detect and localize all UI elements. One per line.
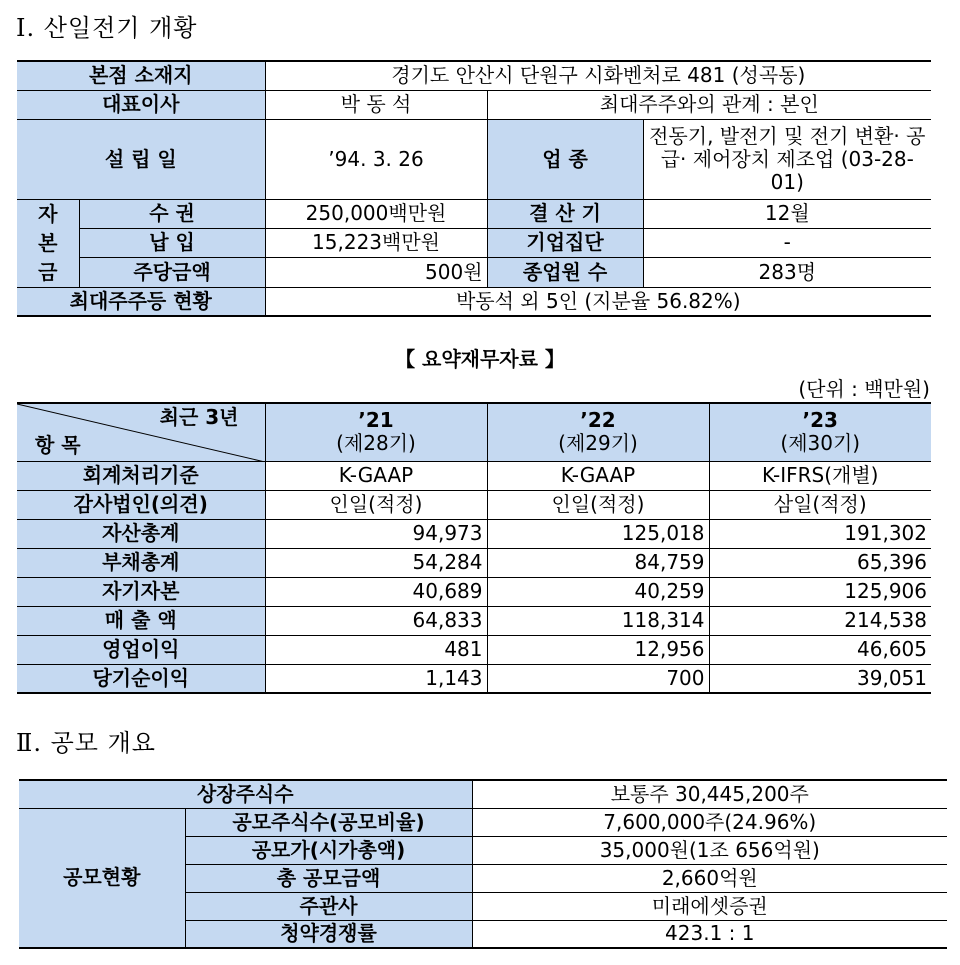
year-label: ’21 — [358, 408, 394, 433]
financials-row-label: 회계처리기준 — [17, 461, 265, 490]
financials-cell: 46,605 — [709, 635, 931, 664]
year-label: ’22 — [580, 408, 616, 433]
financials-cell: 12,956 — [487, 635, 709, 664]
offering-row-value: 미래에셋증권 — [472, 892, 947, 920]
paidin-value: 15,223백만원 — [265, 228, 487, 257]
offering-row-label: 총 공모금액 — [185, 864, 472, 892]
offering-group-label: 공모현황 — [19, 808, 185, 948]
financials-cell: 118,314 — [487, 606, 709, 635]
capital-label-char-3: 금 — [38, 259, 58, 284]
financials-cell: 125,018 — [487, 519, 709, 548]
corner-bottom-label: 항 목 — [35, 432, 81, 457]
group-value: - — [643, 228, 931, 257]
financials-cell: 125,906 — [709, 577, 931, 606]
offering-row-value: 35,000원(1조 656억원) — [472, 836, 947, 864]
financials-title: 【 요약재무자료 】 — [395, 347, 565, 371]
financials-row — [17, 490, 931, 519]
section2-heading: Ⅱ. 공모 개요 — [16, 729, 156, 757]
financials-table — [17, 402, 931, 694]
financials-row-label: 매 출 액 — [17, 606, 265, 635]
capital-label-char-1: 자 — [38, 201, 58, 226]
financials-cell: K-GAAP — [487, 461, 709, 490]
financials-row — [17, 635, 931, 664]
year-label: ’23 — [802, 408, 838, 433]
financials-cell: 191,302 — [709, 519, 931, 548]
financials-row-label: 자기자본 — [17, 577, 265, 606]
financials-cell: 인일(적정) — [487, 490, 709, 519]
company-overview-table — [17, 60, 931, 317]
financials-cell: 54,284 — [265, 548, 487, 577]
offering-row-label: 청약경쟁률 — [185, 920, 472, 948]
relation-value: 최대주주와의 관계 : 본인 — [487, 90, 931, 119]
authorized-value: 250,000백만원 — [265, 199, 487, 228]
par-label: 주당금액 — [79, 258, 265, 287]
fiscal-value: 12월 — [643, 199, 931, 228]
authorized-label: 수 권 — [79, 199, 265, 228]
financials-row-label: 영업이익 — [17, 635, 265, 664]
offering-row-label: 공모가(시가총액) — [185, 836, 472, 864]
financials-row — [17, 577, 931, 606]
financials-row — [17, 664, 931, 693]
financials-cell: K-IFRS(개별) — [709, 461, 931, 490]
year-header — [709, 403, 931, 461]
financials-cell: K-GAAP — [265, 461, 487, 490]
financials-unit: (단위 : 백만원) — [798, 377, 930, 401]
financials-cell: 인일(적정) — [265, 490, 487, 519]
year-header — [265, 403, 487, 461]
industry-value: 전동기, 발전기 및 전기 변환· 공급· 제어장치 제조업 (03-28-01) — [643, 119, 931, 199]
period-label: (제30기) — [780, 431, 861, 456]
financials-row-label: 감사법인(의견) — [17, 490, 265, 519]
ceo-value: 박 동 석 — [265, 90, 487, 119]
listed-value: 보통주 30,445,200주 — [472, 780, 947, 808]
offering-table — [19, 779, 947, 949]
financials-cell: 481 — [265, 635, 487, 664]
financials-row-label: 자산총계 — [17, 519, 265, 548]
financials-row — [17, 519, 931, 548]
offering-row-label: 공모주식수(공모비율) — [185, 808, 472, 836]
corner-top-label: 최근 3년 — [159, 405, 239, 429]
financials-cell: 700 — [487, 664, 709, 693]
section1-heading: I. 산일전기 개황 — [16, 14, 198, 42]
financials-corner-cell — [17, 403, 265, 461]
financials-cell: 84,759 — [487, 548, 709, 577]
financials-cell: 39,051 — [709, 664, 931, 693]
ceo-label: 대표이사 — [17, 90, 265, 119]
financials-row — [17, 548, 931, 577]
financials-cell: 94,973 — [265, 519, 487, 548]
employees-label: 종업원 수 — [487, 258, 643, 287]
hq-value: 경기도 안산시 단원구 시화벤처로 481 (성곡동) — [265, 61, 931, 90]
period-label: (제28기) — [336, 431, 416, 456]
paidin-label: 납 입 — [79, 228, 265, 257]
hq-label: 본점 소재지 — [17, 61, 265, 90]
group-label: 기업집단 — [487, 228, 643, 257]
financials-cell: 65,396 — [709, 548, 931, 577]
financials-cell: 40,259 — [487, 577, 709, 606]
employees-value: 283명 — [643, 258, 931, 287]
financials-cell: 214,538 — [709, 606, 931, 635]
founded-value: ’94. 3. 26 — [265, 119, 487, 199]
shareholders-value: 박동석 외 5인 (지분율 56.82%) — [265, 287, 931, 316]
financials-row-label: 당기순이익 — [17, 664, 265, 693]
financials-cell: 1,143 — [265, 664, 487, 693]
offering-row-label: 주관사 — [185, 892, 472, 920]
offering-row-value: 7,600,000주(24.96%) — [472, 808, 947, 836]
financials-row-label: 부채총계 — [17, 548, 265, 577]
founded-label: 설 립 일 — [17, 119, 265, 199]
year-header — [487, 403, 709, 461]
financials-row — [17, 606, 931, 635]
par-value: 500원 — [265, 258, 487, 287]
period-label: (제29기) — [558, 431, 638, 456]
listed-label: 상장주식수 — [19, 780, 472, 808]
capital-label-char-2: 본 — [38, 230, 58, 255]
offering-row-value: 2,660억원 — [472, 864, 947, 892]
financials-cell: 삼일(적정) — [709, 490, 931, 519]
shareholders-label: 최대주주등 현황 — [17, 287, 265, 316]
financials-row — [17, 461, 931, 490]
offering-row-value: 423.1 : 1 — [472, 920, 947, 948]
industry-label: 업 종 — [487, 119, 643, 199]
fiscal-label: 결 산 기 — [487, 199, 643, 228]
capital-label — [17, 199, 79, 287]
financials-cell: 64,833 — [265, 606, 487, 635]
financials-cell: 40,689 — [265, 577, 487, 606]
